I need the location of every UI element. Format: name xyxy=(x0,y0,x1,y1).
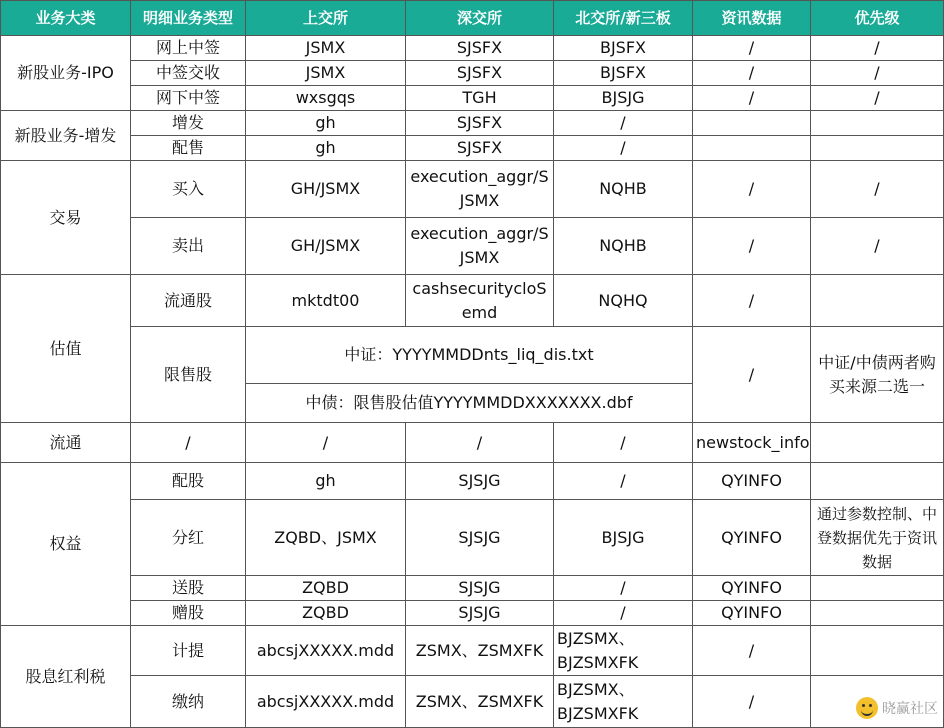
table-row xyxy=(1,601,944,626)
cell: / xyxy=(811,218,944,275)
table-row xyxy=(1,327,944,384)
category-tax: 股息红利税 xyxy=(1,626,131,728)
cell: / xyxy=(246,423,406,463)
cell: BJSFX xyxy=(554,36,693,61)
header-szse: 深交所 xyxy=(406,1,554,36)
category-equity: 权益 xyxy=(1,463,131,626)
category-valuation: 估值 xyxy=(1,275,131,423)
table-row xyxy=(1,500,944,576)
cell: JSMX xyxy=(246,61,406,86)
table-row xyxy=(1,626,944,676)
priority-note: 通过参数控制、中登数据优先于资讯数据 xyxy=(811,500,944,576)
header-bse: 北交所/新三板 xyxy=(554,1,693,36)
cell: SJSFX xyxy=(406,61,554,86)
cell: 计提 xyxy=(131,626,246,676)
cell: QYINFO xyxy=(693,463,811,500)
cell: gh xyxy=(246,136,406,161)
table-row xyxy=(1,111,944,136)
cell: QYINFO xyxy=(693,576,811,601)
cell: BJZSMX、BJZSMXFK xyxy=(554,676,693,728)
table-row xyxy=(1,218,944,275)
category-trade: 交易 xyxy=(1,161,131,275)
cell: / xyxy=(693,86,811,111)
cell: QYINFO xyxy=(693,601,811,626)
cell: 增发 xyxy=(131,111,246,136)
cell: ZQBD xyxy=(246,601,406,626)
cell: JSMX xyxy=(246,36,406,61)
priority-note: 中证/中债两者购买来源二选一 xyxy=(811,327,944,423)
header-row xyxy=(1,1,944,36)
cell: wxsgqs xyxy=(246,86,406,111)
cell: BJZSMX、BJZSMXFK xyxy=(554,626,693,676)
bee-icon xyxy=(856,697,878,719)
cell: 配售 xyxy=(131,136,246,161)
cell: 流通股 xyxy=(131,275,246,327)
cb-file-cell: 中债：限售股估值YYYYMMDDXXXXXXX.dbf xyxy=(246,384,693,423)
cell: / xyxy=(693,676,811,728)
cell: / xyxy=(554,463,693,500)
cell: BJSJG xyxy=(554,500,693,576)
cell: / xyxy=(131,423,246,463)
cell: gh xyxy=(246,463,406,500)
cell: BJSJG xyxy=(554,86,693,111)
cell: execution_aggr/SJSMX xyxy=(406,161,554,218)
cell: newstock_info xyxy=(693,423,811,463)
cell: 限售股 xyxy=(131,327,246,423)
cell: NQHB xyxy=(554,161,693,218)
cell: 买入 xyxy=(131,161,246,218)
cell: TGH xyxy=(406,86,554,111)
category-zf: 新股业务-增发 xyxy=(1,111,131,161)
cell: SJSJG xyxy=(406,500,554,576)
cell: / xyxy=(811,161,944,218)
cell xyxy=(693,111,811,136)
cell xyxy=(811,111,944,136)
cell: / xyxy=(811,86,944,111)
cell: / xyxy=(693,327,811,423)
cell: SJSJG xyxy=(406,576,554,601)
category-circulation: 流通 xyxy=(1,423,131,463)
header-priority: 优先级 xyxy=(811,1,944,36)
cell: ZSMX、ZSMXFK xyxy=(406,626,554,676)
cell: ZSMX、ZSMXFK xyxy=(406,676,554,728)
cell: SJSFX xyxy=(406,136,554,161)
cell: 网下中签 xyxy=(131,86,246,111)
cell: / xyxy=(811,61,944,86)
table-row xyxy=(1,423,944,463)
cell: ZQBD xyxy=(246,576,406,601)
cell: / xyxy=(693,275,811,327)
cell: mktdt00 xyxy=(246,275,406,327)
cell: cashsecuritycloSemd xyxy=(406,275,554,327)
watermark xyxy=(856,697,938,719)
cell: / xyxy=(554,576,693,601)
cell: / xyxy=(693,218,811,275)
cell: ZQBD、JSMX xyxy=(246,500,406,576)
cell xyxy=(811,463,944,500)
table-row xyxy=(1,136,944,161)
header-info-data: 资讯数据 xyxy=(693,1,811,36)
table-row xyxy=(1,161,944,218)
cell: / xyxy=(406,423,554,463)
cell: SJSFX xyxy=(406,36,554,61)
cell: gh xyxy=(246,111,406,136)
watermark-text: 晓赢社区 xyxy=(882,701,938,717)
cell: / xyxy=(693,61,811,86)
cell: 缴纳 xyxy=(131,676,246,728)
header-detail-type: 明细业务类型 xyxy=(131,1,246,36)
cell: SJSJG xyxy=(406,601,554,626)
cell: / xyxy=(554,601,693,626)
table-row xyxy=(1,576,944,601)
cell xyxy=(811,576,944,601)
cell xyxy=(693,136,811,161)
cell: GH/JSMX xyxy=(246,161,406,218)
cell: 分红 xyxy=(131,500,246,576)
table-row xyxy=(1,86,944,111)
header-sse: 上交所 xyxy=(246,1,406,36)
cell: abcsjXXXXX.mdd xyxy=(246,676,406,728)
cell xyxy=(811,275,944,327)
table-row xyxy=(1,275,944,327)
table-row xyxy=(1,61,944,86)
cell: 网上中签 xyxy=(131,36,246,61)
cell xyxy=(811,136,944,161)
table-row xyxy=(1,676,944,728)
table-row xyxy=(1,463,944,500)
cell: QYINFO xyxy=(693,500,811,576)
cell: SJSFX xyxy=(406,111,554,136)
cell: 赠股 xyxy=(131,601,246,626)
table-row xyxy=(1,36,944,61)
cell: SJSJG xyxy=(406,463,554,500)
csi-file-cell: 中证：YYYYMMDDnts_liq_dis.txt xyxy=(246,327,693,384)
cell: / xyxy=(811,36,944,61)
cell: / xyxy=(693,161,811,218)
cell: 卖出 xyxy=(131,218,246,275)
cell xyxy=(811,601,944,626)
cell: 中签交收 xyxy=(131,61,246,86)
cell: 送股 xyxy=(131,576,246,601)
cell: / xyxy=(554,136,693,161)
cell: / xyxy=(554,111,693,136)
category-ipo: 新股业务-IPO xyxy=(1,36,131,111)
cell: BJSFX xyxy=(554,61,693,86)
cell: execution_aggr/SJSMX xyxy=(406,218,554,275)
cell xyxy=(811,423,944,463)
cell: / xyxy=(693,626,811,676)
cell: NQHQ xyxy=(554,275,693,327)
cell: GH/JSMX xyxy=(246,218,406,275)
cell xyxy=(811,626,944,676)
cell: / xyxy=(693,36,811,61)
cell: NQHB xyxy=(554,218,693,275)
cell: 配股 xyxy=(131,463,246,500)
cell: / xyxy=(554,423,693,463)
cell: abcsjXXXXX.mdd xyxy=(246,626,406,676)
header-category: 业务大类 xyxy=(1,1,131,36)
